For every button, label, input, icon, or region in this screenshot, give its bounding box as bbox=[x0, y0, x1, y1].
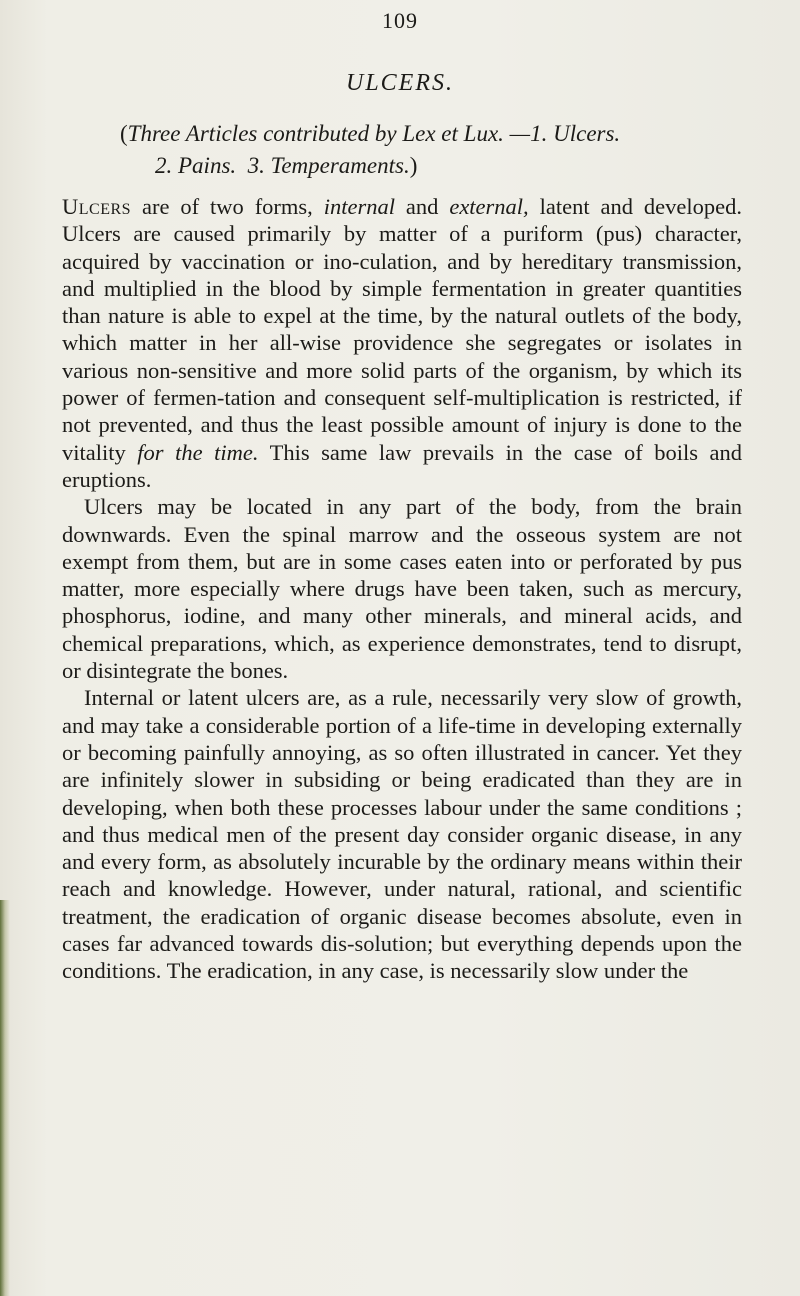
paragraph-1-text-b: and bbox=[394, 194, 450, 219]
paragraph-1 bbox=[62, 193, 742, 493]
paragraph-lead-word: Ulcers bbox=[62, 194, 132, 219]
subtitle-open-paren: ( bbox=[120, 121, 128, 146]
emphasis-for-the-time: for the time. bbox=[137, 439, 259, 465]
emphasis-internal: internal bbox=[323, 194, 395, 219]
emphasis-external: external, bbox=[449, 194, 529, 219]
paragraph-1-text-c: latent and developed. Ulcers are caused primarily by matter of a puriform (pus) character, acquired by vaccination or ino-culation, and by hereditary transmission, and multiplied in the blood by simple fermentation in greater quantities than nature is able to expel at the time, by the natural outlets of the body, which matter in her all-wise providence she segregates or isolates in various non-sensitive and more solid parts of the organism, by which its power of fermen-tation and consequent self-multiplication is restricted, if not prevented, and thus the least possible amount of injury is done to the vitality bbox=[62, 194, 742, 465]
paragraph-3: Internal or latent ulcers are, as a rule, necessarily very slow of growth, and may take a considerable portion of a life-time in developing externally or becoming painfully annoying, as so often illustrated in cancer. Yet they are infinitely slower in subsiding or being eradicated than they are in developing, when both these processes labour under the same conditions ; and thus medical men of the present day consider organic disease, in any and every form, as absolutely incurable by the ordinary means within their reach and knowledge. However, under natural, rational, and scientific treatment, the eradication of organic disease becomes absolute, even in cases far advanced towards dis-solution; but everything depends upon the conditions. The eradication, in any case, is necessarily slow under the bbox=[62, 685, 742, 984]
article-subtitle bbox=[120, 118, 760, 182]
paragraph-1-text-a: are of two forms, bbox=[131, 194, 324, 219]
page-number: 109 bbox=[382, 8, 418, 33]
paragraph-2: Ulcers may be located in any part of the body, from the brain downwards. Even the spinal marrow and the osseous system are not exempt from them, but are in some cases eaten into or perforated by pus matter, more especially where drugs have been taken, such as mercury, phosphorus, iodine, and many other minerals, and mineral acids, and chemical preparations, which, as experience demonstrates, tend to disrupt, or disintegrate the bones. bbox=[62, 494, 742, 684]
page-edge-shadow bbox=[0, 900, 10, 1296]
subtitle-close-paren: ) bbox=[409, 153, 418, 178]
subtitle-item-ulcers: —1. Ulcers. bbox=[509, 121, 621, 146]
subtitle-item-pains: 2. Pains. bbox=[155, 153, 237, 178]
article-title: ULCERS. bbox=[345, 70, 454, 96]
subtitle-intro: Three Articles contributed by Lex et Lux. bbox=[127, 121, 504, 146]
paragraph-1-text-d: This same law prevails in the case of boils and eruptions. bbox=[62, 439, 742, 492]
subtitle-item-temperaments: 3. Temperaments. bbox=[247, 153, 410, 178]
article-body bbox=[62, 193, 742, 985]
